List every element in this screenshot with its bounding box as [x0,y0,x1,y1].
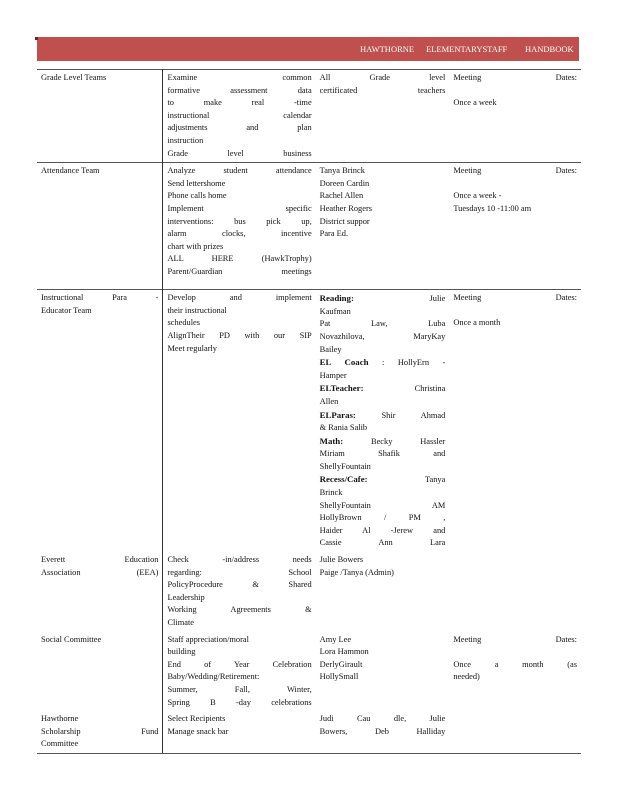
purpose-line: Leadership [167,592,205,602]
member-line: Miriam Shafik and [319,449,446,459]
team-cell [37,290,163,552]
members-cell [316,632,450,712]
member-line: Rachel Allen [319,191,364,201]
member-line: Tanya Brinck [319,166,365,176]
committees-table [37,69,581,754]
team-cell [37,632,163,712]
group-label: EL Coach [319,357,369,368]
team-name: Association (EEA) [41,567,159,577]
purpose-line: PolicyProcedure & Shared [167,580,312,590]
members-cell [316,290,450,552]
purpose-line: Examine common [167,73,312,82]
team-name: Instructional Para - [41,293,159,303]
purpose-cell [163,70,316,163]
member-text: Shir Ahmad [381,410,446,420]
member-text: Becky Hassler [370,436,446,446]
meetings-cell [449,552,581,632]
purpose-line: Working Agreements & [167,605,312,615]
member-line: Judi Cau dle, Julie [319,714,446,724]
meetings-label: Meeting Dates: [453,634,577,644]
member-text: Christina [414,384,446,394]
purpose-line: to make real -time [167,98,312,108]
purpose-line: schedules [167,318,201,328]
team-name: Hawthorne [41,714,79,724]
purpose-line: Analyze student attendance [167,166,312,176]
purpose-line: Check -in/address needs [167,555,312,565]
member-line: DerlyGirault [319,659,363,669]
team-name: Attendance Team [41,166,100,176]
team-cell [37,163,163,290]
team-cell [37,70,163,163]
member-line: Pat Law, Luba [319,319,446,329]
member-line [320,356,446,370]
members-cell [316,163,450,290]
group-label: ELParas: [319,409,356,420]
purpose-cell [163,711,316,753]
members-cell [316,711,450,753]
meetings-value: Once a week [453,98,497,108]
meetings-label: Meeting Dates: [453,166,577,176]
member-text: Tanya [425,475,446,485]
purpose-line: Climate [167,618,194,627]
meetings-cell [449,632,581,712]
meetings-value: Tuesdays 10 -11:00 am [453,203,532,213]
purpose-line: Staff appreciation/moral [167,634,249,644]
purpose-line: Meet regularly [167,343,217,353]
member-line: Doreen Cardin [319,178,370,188]
member-line: Heather Rogers [319,203,372,213]
meetings-value: Once a month (as [453,659,577,669]
purpose-cell [163,290,316,552]
meetings-cell [449,290,581,552]
member-line: All Grade level [319,73,446,82]
team-name: Social Committee [41,634,102,644]
member-line: Brinck [319,488,343,498]
purpose-line: Grade level business [167,148,312,158]
header-title: ELEMENTARYSTAFF [426,44,508,54]
meetings-cell [449,163,581,290]
purpose-line: building [167,647,196,657]
purpose-line: interventions: bus pick up, [167,216,312,226]
purpose-line: their instructional [167,305,227,315]
table-row [37,632,581,712]
purpose-line: Manage snack bar [167,726,229,736]
member-line: Cassie Ann Lara [319,538,446,548]
header-banner [37,37,579,61]
meetings-label: Meeting Dates: [453,73,577,82]
purpose-line: Implement specific [167,203,312,213]
member-line: HollyBrown / PM , [319,513,446,523]
purpose-line: adjustments and plan [167,123,312,133]
meetings-label: Meeting Dates: [453,293,577,303]
member-line: ShellyFountain AM [319,500,446,510]
purpose-line: instruction [167,135,204,145]
members-cell [316,552,450,632]
member-line: ShellyFountain [319,461,371,471]
team-name: Scholarship Fund [41,726,159,736]
purpose-line: formative assessment data [167,85,312,95]
meetings-value: Once a month [453,318,501,328]
group-label: Reading: [319,293,354,304]
member-line: Lora Hammon [319,647,369,657]
purpose-line: Summer, Fall, Winter, [167,684,312,694]
purpose-line: AlignTheir PD with our SIP [167,330,312,340]
purpose-line: Parent/Guardian meetings [167,266,312,276]
team-name: Committee [41,739,79,749]
purpose-cell [163,632,316,712]
team-name: Grade Level Teams [41,73,107,82]
member-line [320,292,446,306]
meetings-value: needed) [453,672,480,682]
team-cell [37,552,163,632]
purpose-cell [163,552,316,632]
member-line: Kaufman [319,306,351,316]
meetings-value: Once a week - [453,191,502,201]
purpose-line: instructional calendar [167,110,312,120]
member-line [320,409,446,423]
member-line: Bailey [319,344,342,354]
member-line [320,382,446,396]
purpose-cell [163,163,316,290]
member-text: : HollyErn - [382,358,446,368]
purpose-line: alarm clocks, incentive [167,229,312,239]
table-row [37,163,581,290]
member-line [320,435,446,449]
purpose-line: Send lettershome [167,178,226,188]
header-subtitle: HANDBOOK [525,44,574,54]
member-line: HollySmall [319,672,359,682]
member-line: Novazhilova, MaryKay [319,331,446,341]
member-line: Paige /Tanya (Admin) [319,567,394,577]
member-line: Amy Lee [319,634,352,644]
member-line: certificated teachers [319,85,446,95]
header-school: HAWTHORNE [360,44,415,54]
purpose-line: chart with prizes [167,241,224,251]
member-text: Julie [429,294,446,304]
table-row [37,70,581,163]
team-name: Educator Team [41,305,92,315]
group-label: Recess/Cafe: [319,474,368,485]
banner-corner-mark [35,37,38,40]
team-cell [37,711,163,753]
purpose-line: Select Recipients [167,714,226,724]
purpose-line: End of Year Celebration [167,659,312,669]
group-label: Math: [319,435,344,446]
member-line: Para Ed. [319,229,349,239]
table-row [37,552,581,632]
purpose-line: Spring B -day celebrations [167,697,312,707]
purpose-line: Develop and implement [167,293,312,303]
member-line: Bowers, Deb Halliday [319,726,446,736]
meetings-cell [449,70,581,163]
member-line: & Rania Salib [319,423,368,433]
purpose-line: ALL HERE (HawkTrophy) [167,254,312,264]
team-name: Everett Education [41,555,159,565]
purpose-line: Baby/Wedding/Retirement: [167,672,260,682]
member-line: Allen [319,396,339,406]
table-row [37,711,581,753]
member-line: Haider Al -Jerew and [319,525,446,535]
meetings-cell [449,711,581,753]
group-label: ELTeacher: [319,383,364,394]
member-line: District suppor [319,216,370,226]
member-line: Julie Bowers [319,555,364,565]
purpose-line: regarding: School [167,567,312,577]
table-row [37,290,581,552]
purpose-line: Phone calls home [167,191,227,201]
members-cell [316,70,450,163]
member-line [320,473,446,487]
member-line: Hamper [319,370,347,380]
